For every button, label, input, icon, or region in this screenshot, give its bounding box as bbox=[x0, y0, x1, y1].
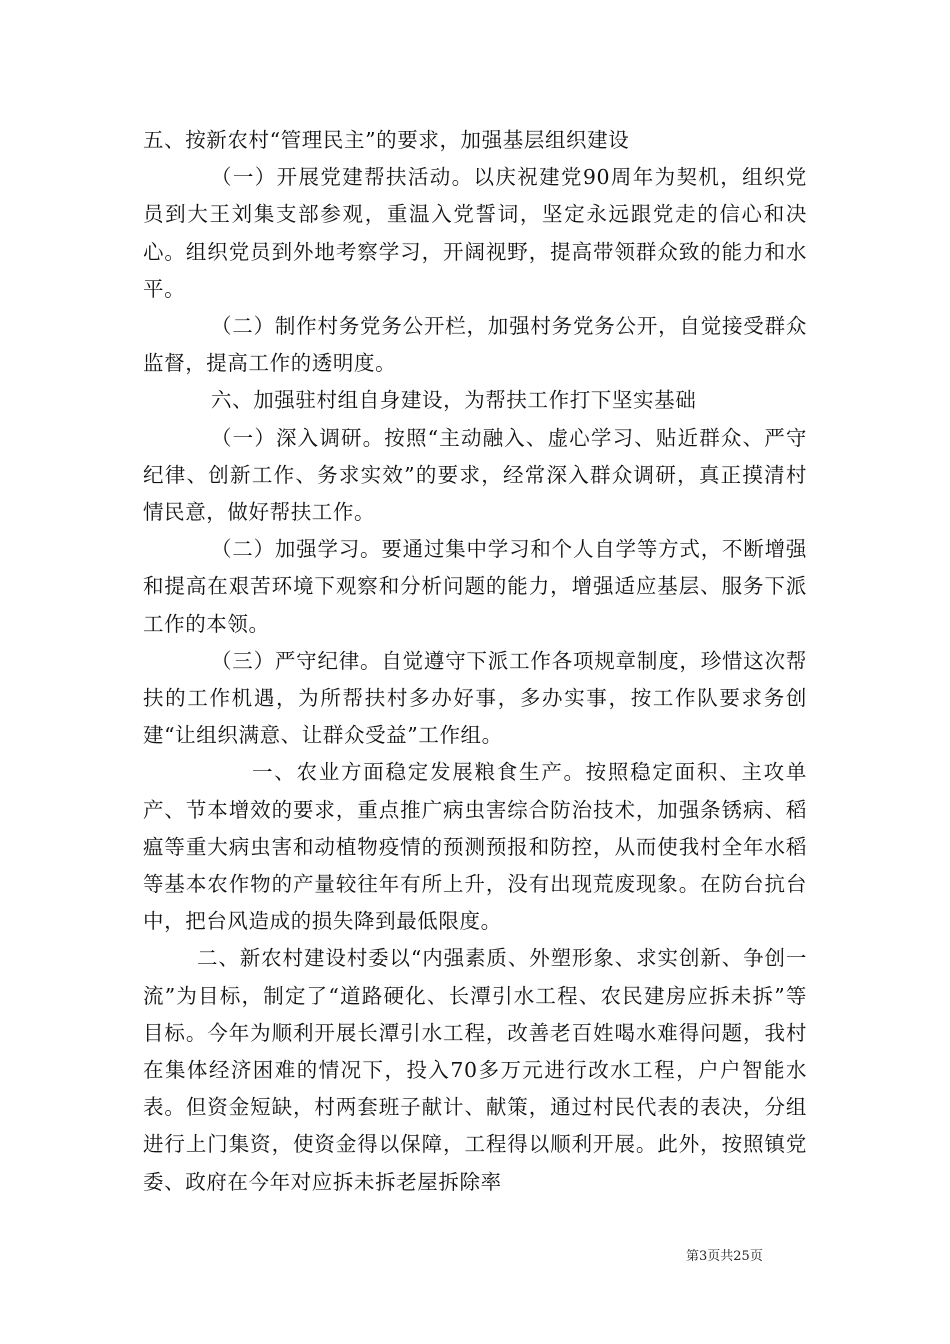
paragraph-5-2: （二）制作村务党务公开栏，加强村务党务公开，自觉接受群众监督，提高工作的透明度。 bbox=[143, 314, 807, 376]
document-body bbox=[143, 122, 807, 1201]
paragraph-6-1: （一）深入调研。按照“主动融入、虚心学习、贴近群众、严守纪律、创新工作、务求实效”的要求，经常深入群众调研，真正摸清村情民意，做好帮扶工作。 bbox=[143, 425, 807, 525]
paragraph-5-1: （一）开展党建帮扶活动。以庆祝建党90周年为契机，组织党员到大王刘集支部参观，重温入党誓词，坚定永远跟党走的信心和决心。组织党员到外地考察学习，开阔视野，提高带领群众致的能力和水平。 bbox=[143, 165, 807, 301]
paragraph-new-village: 二、新农村建设村委以“内强素质、外塑形象、求实创新、争创一流”为目标，制定了“道路硬化、长潭引水工程、农民建房应拆未拆”等目标。今年为顺利开展长潭引水工程，改善老百姓喝水难得问题，我村在集体经济困难的情况下，投入70多万元进行改水工程，户户智能水表。但资金短缺，村两套班子献计、献策，通过村民代表的表决，分组进行上门集资，使资金得以保障，工程得以顺利开展。此外，按照镇党委、政府在今年对应拆未拆老屋拆除率 bbox=[143, 946, 807, 1194]
paragraph-6-2: （二）加强学习。要通过集中学习和个人自学等方式，不断增强和提高在艰苦环境下观察和分析问题的能力，增强适应基层、服务下派工作的本领。 bbox=[143, 537, 807, 636]
paragraph-6-3: （三）严守纪律。自觉遵守下派工作各项规章制度，珍惜这次帮扶的工作机遇，为所帮扶村多办好事，多办实事，按工作队要求务创建“让组织满意、让群众受益”工作组。 bbox=[143, 648, 807, 748]
section-heading-5: 五、按新农村“管理民主”的要求，加强基层组织建设 bbox=[143, 128, 630, 152]
paragraph-agriculture: 一、农业方面稳定发展粮食生产。按照稳定面积、主攻单产、节本增效的要求，重点推广病虫害综合防治技术，加强条锈病、稻瘟等重大病虫害和动植物疫情的预测预报和防控，从而使我村全年水稻等基本农作物的产量较往年有所上升，没有出现荒废现象。在防台抗台中，把台风造成的损失降到最低限度。 bbox=[143, 760, 807, 934]
page-number-footer: 第3页共25页 bbox=[686, 1249, 763, 1264]
section-heading-6: 六、加强驻村组自身建设，为帮扶工作打下坚实基础 bbox=[211, 388, 697, 413]
